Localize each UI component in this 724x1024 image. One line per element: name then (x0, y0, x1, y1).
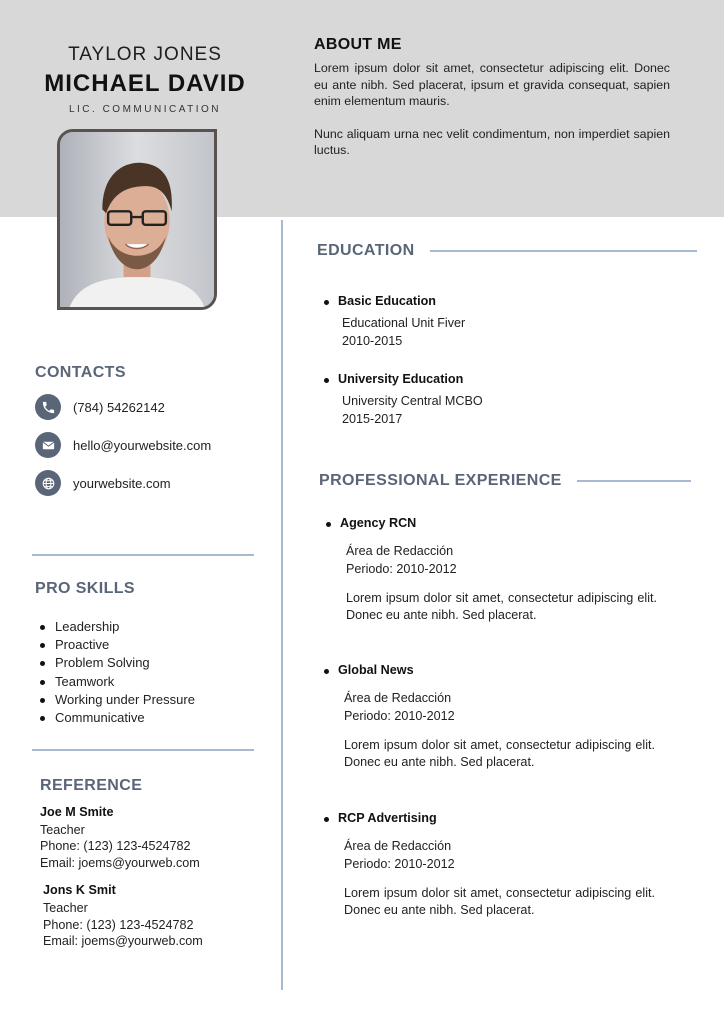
experience-period: Periodo: 2010-2012 (344, 857, 455, 871)
education-header (317, 242, 697, 260)
skills-list (35, 618, 265, 727)
skill-item: Problem Solving (35, 654, 265, 672)
phone-icon (35, 394, 61, 420)
reference-role: Teacher (43, 901, 88, 916)
first-name: TAYLOR JONES (68, 44, 222, 65)
divider-contacts (32, 554, 254, 556)
experience-area: Área de Redacción (344, 691, 452, 705)
reference-email: Email: joems@yourweb.com (40, 855, 200, 870)
divider-skills (32, 749, 254, 751)
education-title: Basic Education (320, 294, 465, 308)
education-heading: EDUCATION (317, 242, 415, 259)
reference-name: Jons K Smit (43, 883, 116, 898)
contact-website-text: yourwebsite.com (73, 475, 171, 491)
experience-area: Área de Redacción (344, 839, 452, 853)
education-years: 2010-2015 (342, 334, 403, 348)
name-block (30, 44, 260, 115)
reference-name: Joe M Smite (40, 805, 114, 819)
profile-photo (57, 129, 217, 310)
skill-item: Leadership (35, 618, 265, 636)
education-school: University Central MCBO (342, 394, 483, 408)
contact-phone (35, 394, 265, 420)
reference-phone: Phone: (123) 123-4524782 (40, 839, 191, 854)
experience-title: Global News (320, 663, 655, 677)
reference-phone: Phone: (123) 123-4524782 (43, 917, 194, 932)
education-years: 2015-2017 (342, 412, 403, 426)
experience-description: Lorem ipsum dolor sit amet, consectetur adipiscing elit. Donec eu ante nibh. Sed placerat. (344, 738, 655, 769)
about-heading: ABOUT ME (314, 36, 402, 53)
skill-item: Teamwork (35, 673, 265, 691)
reference-email: Email: joems@yourweb.com (43, 934, 203, 949)
reference-heading: REFERENCE (40, 777, 143, 794)
experience-title: Agency RCN (322, 516, 657, 530)
reference-role: Teacher (40, 823, 85, 837)
education-entry (320, 294, 465, 350)
experience-period: Periodo: 2010-2012 (344, 709, 455, 723)
reference-person (40, 883, 270, 949)
experience-entry (320, 811, 655, 918)
contact-email (35, 432, 265, 458)
reference-person (40, 805, 270, 871)
job-title: LIC. COMMUNICATION (68, 104, 222, 115)
experience-area: Área de Redacción (346, 544, 454, 558)
education-entry (320, 372, 483, 428)
experience-entry (322, 516, 657, 623)
experience-description: Lorem ipsum dolor sit amet, consectetur adipiscing elit. Donec eu ante nibh. Sed placerat. (344, 886, 655, 917)
experience-rule (577, 480, 691, 482)
experience-description: Lorem ipsum dolor sit amet, consectetur adipiscing elit. Donec eu ante nibh. Sed placerat. (346, 591, 657, 622)
experience-entry (320, 663, 655, 770)
skill-item: Working under Pressure (35, 691, 265, 709)
skill-item: Communicative (35, 709, 265, 727)
contact-phone-text: (784) 54262142 (73, 399, 165, 415)
skill-item: Proactive (35, 636, 265, 654)
experience-title: RCP Advertising (320, 811, 655, 825)
contact-email-text: hello@yourwebsite.com (73, 437, 212, 453)
column-divider (281, 220, 283, 990)
experience-header (319, 472, 691, 490)
experience-heading: PROFESSIONAL EXPERIENCE (319, 472, 562, 489)
education-title: University Education (320, 372, 483, 386)
contacts-section (35, 364, 265, 496)
experience-period: Periodo: 2010-2012 (346, 562, 457, 576)
contact-website (35, 470, 265, 496)
globe-icon (35, 470, 61, 496)
education-rule (430, 250, 697, 252)
last-name: MICHAEL DAVID (44, 70, 246, 97)
about-paragraph-1: Lorem ipsum dolor sit amet, consectetur adipiscing elit. Donec eu ante nibh. Sed placerat, ipsum et gravida consequat, sapien enim elementum mauris. (314, 61, 670, 108)
about-section (314, 36, 670, 159)
about-paragraph-2: Nunc aliquam urna nec velit condimentum, non imperdiet sapien luctus. (314, 126, 670, 157)
skills-section (35, 580, 265, 727)
skills-heading: PRO SKILLS (35, 580, 136, 597)
contacts-heading: CONTACTS (35, 364, 126, 381)
education-school: Educational Unit Fiver (342, 316, 466, 330)
mail-icon (35, 432, 61, 458)
reference-section (40, 777, 270, 949)
